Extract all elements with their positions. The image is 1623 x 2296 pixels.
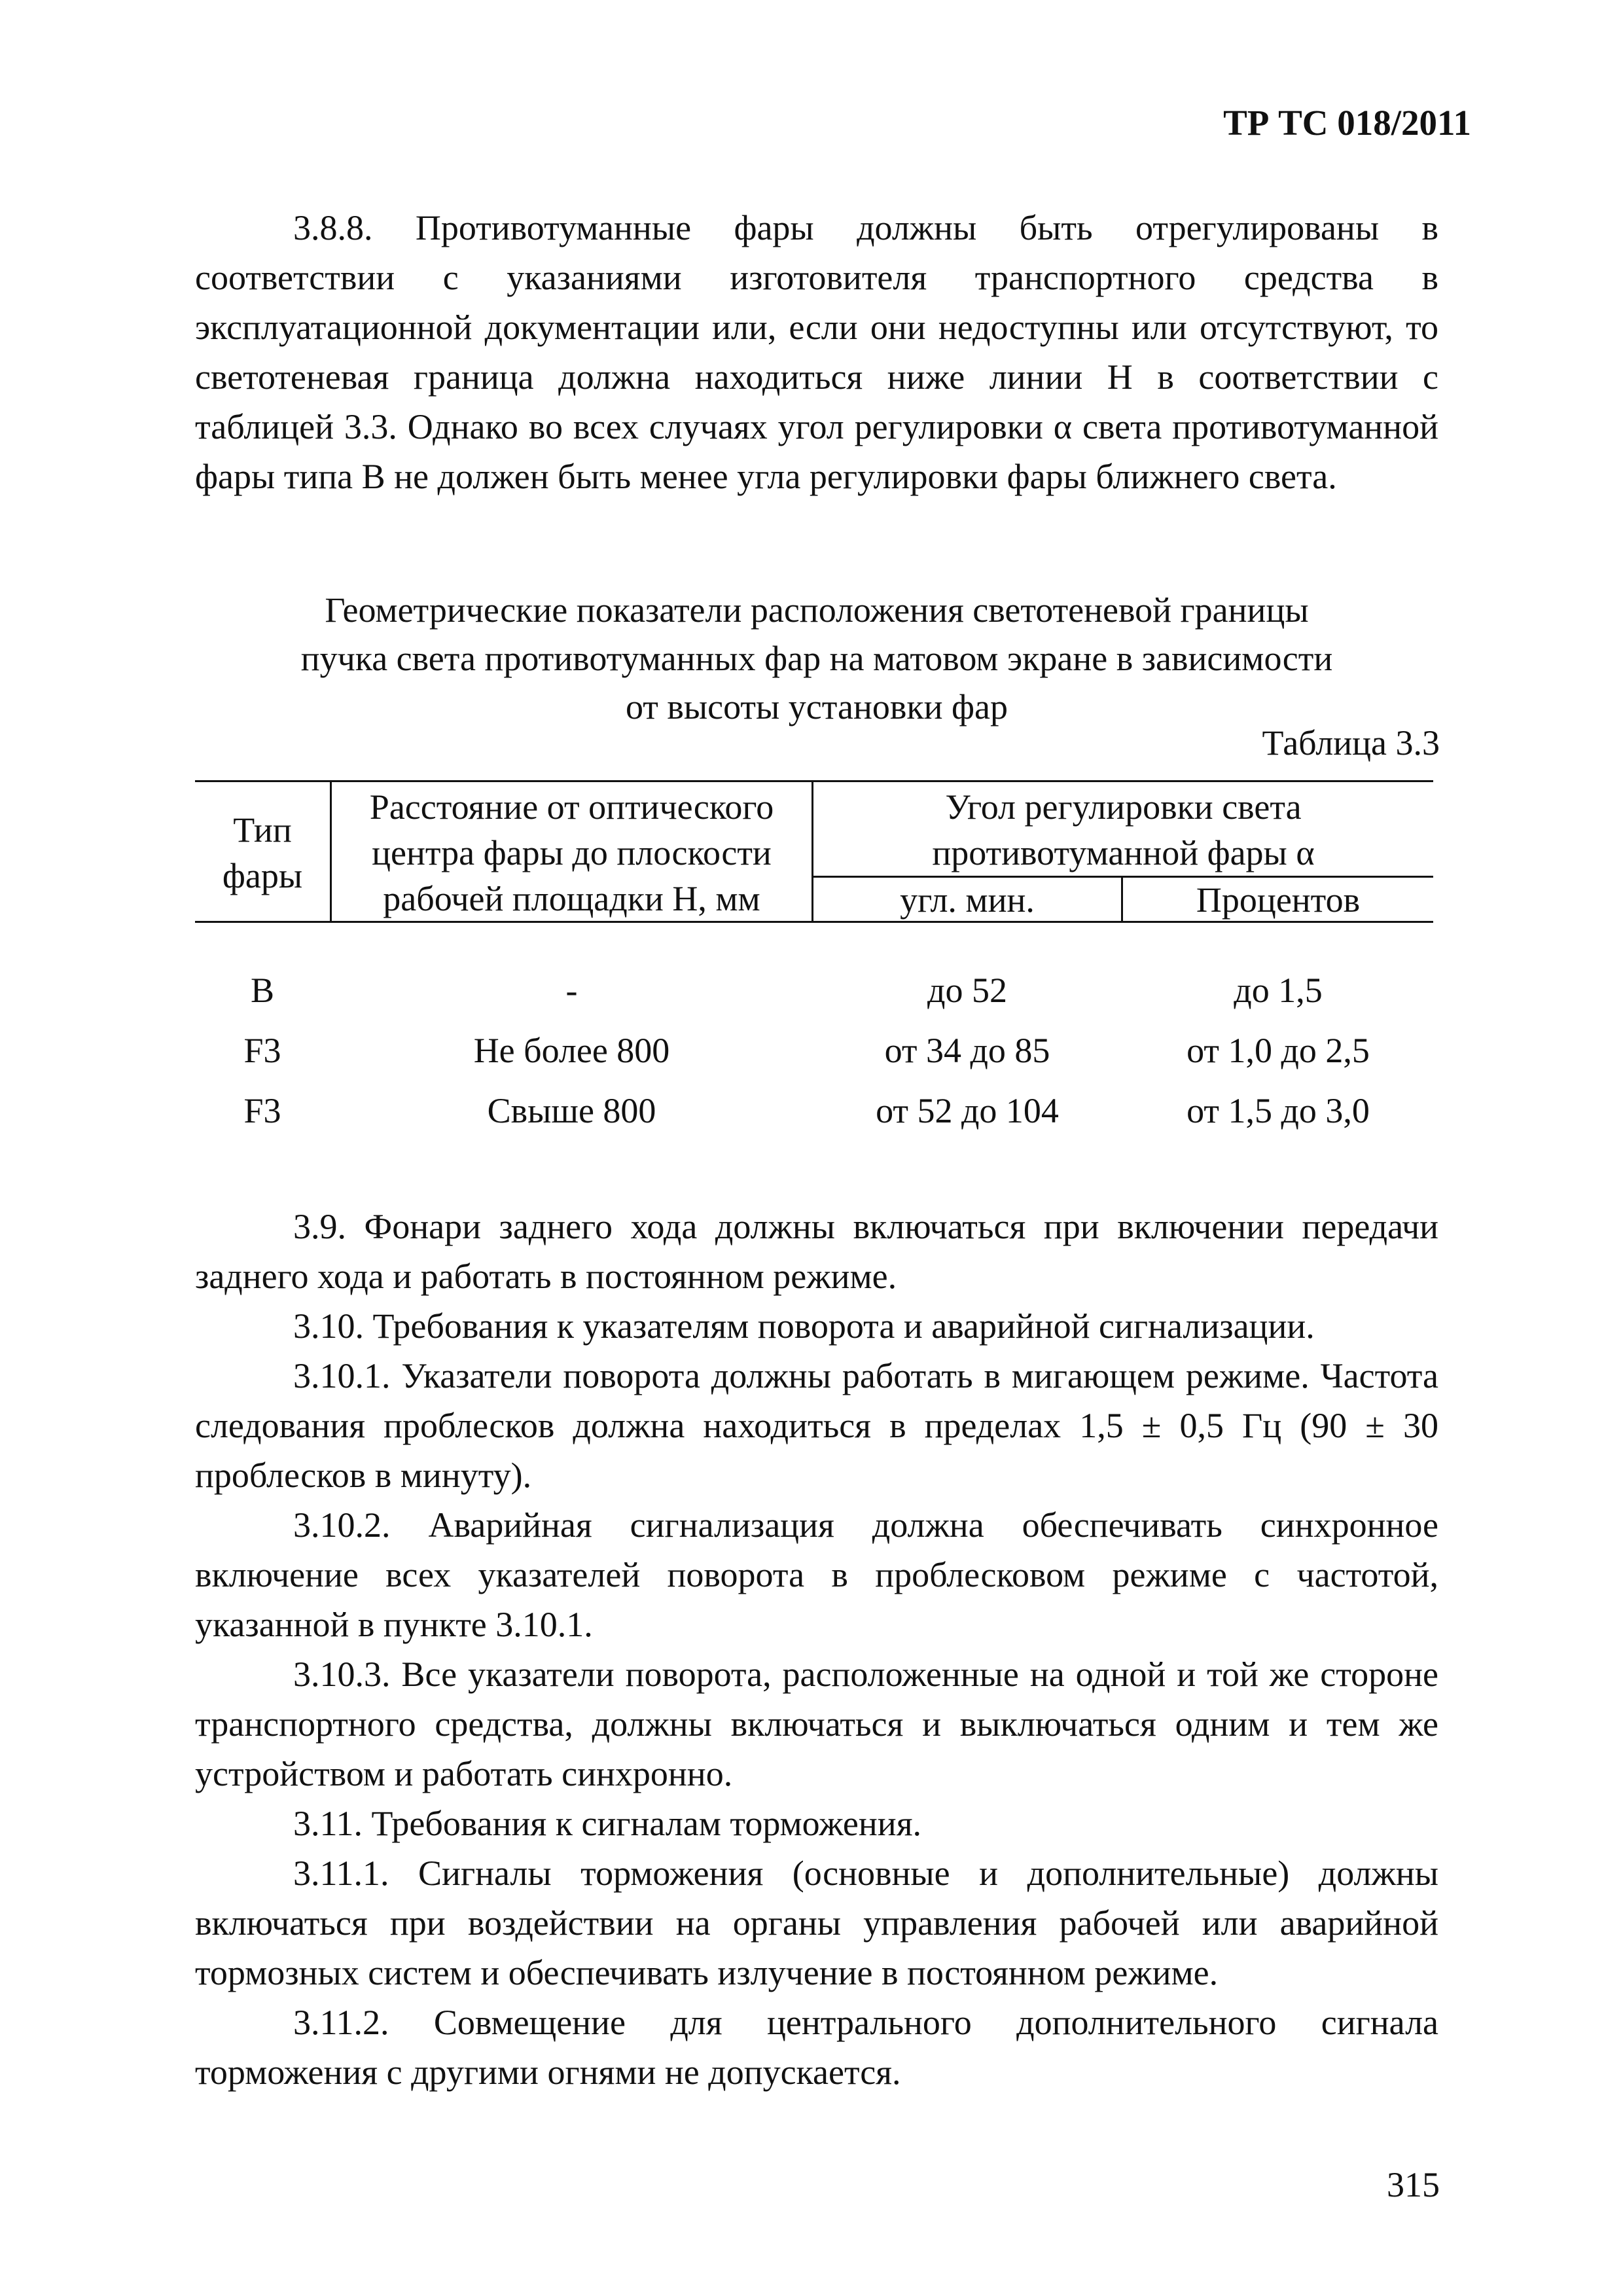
caption-line-1: Геометрические показатели расположения светотеневой границы [325, 590, 1309, 630]
paragraph-3-11: 3.11. Требования к сигналам торможения. [293, 1804, 922, 1843]
row-1-type: B [250, 971, 275, 1010]
row-2-angle-min: от 34 до 85 [884, 1031, 1050, 1070]
row-2-type: F3 [243, 1031, 281, 1070]
header-distance-line-2: центра фары до плоскости [372, 833, 772, 872]
paragraph-3-11-1: 3.11.1. Сигналы торможения (основные и дополнительные) должны включаться при воздействии на органы управления рабочей или аварийной тормозных систем и обеспечивать излучение в постоянном режиме. [195, 1854, 1438, 1992]
caption-line-2: пучка света противотуманных фар на матовом экране в зависимости [300, 639, 1333, 678]
header-distance [332, 784, 812, 922]
row-1-percent: до 1,5 [1234, 971, 1323, 1010]
row-3-angle-min: от 52 до 104 [876, 1091, 1059, 1130]
row-3-percent: от 1,5 до 3,0 [1186, 1091, 1370, 1130]
row-1-angle-min: до 52 [927, 971, 1007, 1010]
header-angle-line-1: Угол регулировки света [945, 787, 1302, 827]
header-distance-line-3: рабочей площадки H, мм [383, 879, 760, 918]
page-number: 315 [1387, 2165, 1440, 2204]
caption-line-3: от высоты установки фар [626, 687, 1008, 726]
header-angle-line-2: противотуманной фары α [932, 833, 1315, 872]
row-3-distance: Свыше 800 [487, 1091, 656, 1130]
table-caption [195, 586, 1438, 731]
table-number: Таблица 3.3 [1262, 723, 1440, 762]
row-3-type: F3 [243, 1091, 281, 1130]
header-angle [813, 784, 1433, 876]
header-type-line-2: фары [222, 856, 303, 895]
document-code-header: ТР ТС 018/2011 [1223, 103, 1471, 143]
paragraph-3-8-8: 3.8.8. Противотуманные фары должны быть отрегулированы в соответствии с указаниями изготовителя транспортного средства в эксплуатационной документации или, если они недоступны или отсутствуют, то светотеневая граница должна находиться ниже линии H в соответствии с таблицей 3.3. Однако во всех случаях угол регулировки α света противотуманной фары типа B не должен быть менее угла регулировки фары ближнего света. [195, 208, 1438, 496]
paragraph-3-9: 3.9. Фонари заднего хода должны включаться при включении передачи заднего хода и работать в постоянном режиме. [195, 1207, 1438, 1296]
paragraph-3-11-2: 3.11.2. Совмещение для центрального дополнительного сигнала торможения с другими огнями не допускается. [195, 2003, 1438, 2092]
subheader-percent: Процентов [1196, 880, 1361, 920]
paragraph-3-10: 3.10. Требования к указателям поворота и аварийной сигнализации. [293, 1306, 1315, 1346]
header-distance-line-1: Расстояние от оптического [369, 787, 774, 827]
row-2-distance: Не более 800 [473, 1031, 670, 1070]
paragraph-3-10-2: 3.10.2. Аварийная сигнализация должна обеспечивать синхронное включение всех указателей поворота в проблесковом режиме с частотой, указанной в пункте 3.10.1. [195, 1505, 1438, 1644]
table-top-rule [195, 780, 1433, 782]
header-type-line-1: Тип [233, 810, 292, 850]
header-type [195, 807, 330, 899]
subheader-angle-min: угл. мин. [900, 880, 1035, 920]
paragraph-3-10-1: 3.10.1. Указатели поворота должны работать в мигающем режиме. Частота следования проблесков должна находиться в пределах 1,5 ± 0,5 Гц (90 ± 30 проблесков в минуту). [195, 1356, 1438, 1495]
paragraph-3-10-3: 3.10.3. Все указатели поворота, расположенные на одной и той же стороне транспортного средства, должны включаться и выключаться одним и тем же устройством и работать синхронно. [195, 1655, 1438, 1793]
row-1-distance: - [565, 971, 578, 1010]
row-2-percent: от 1,0 до 2,5 [1186, 1031, 1370, 1070]
